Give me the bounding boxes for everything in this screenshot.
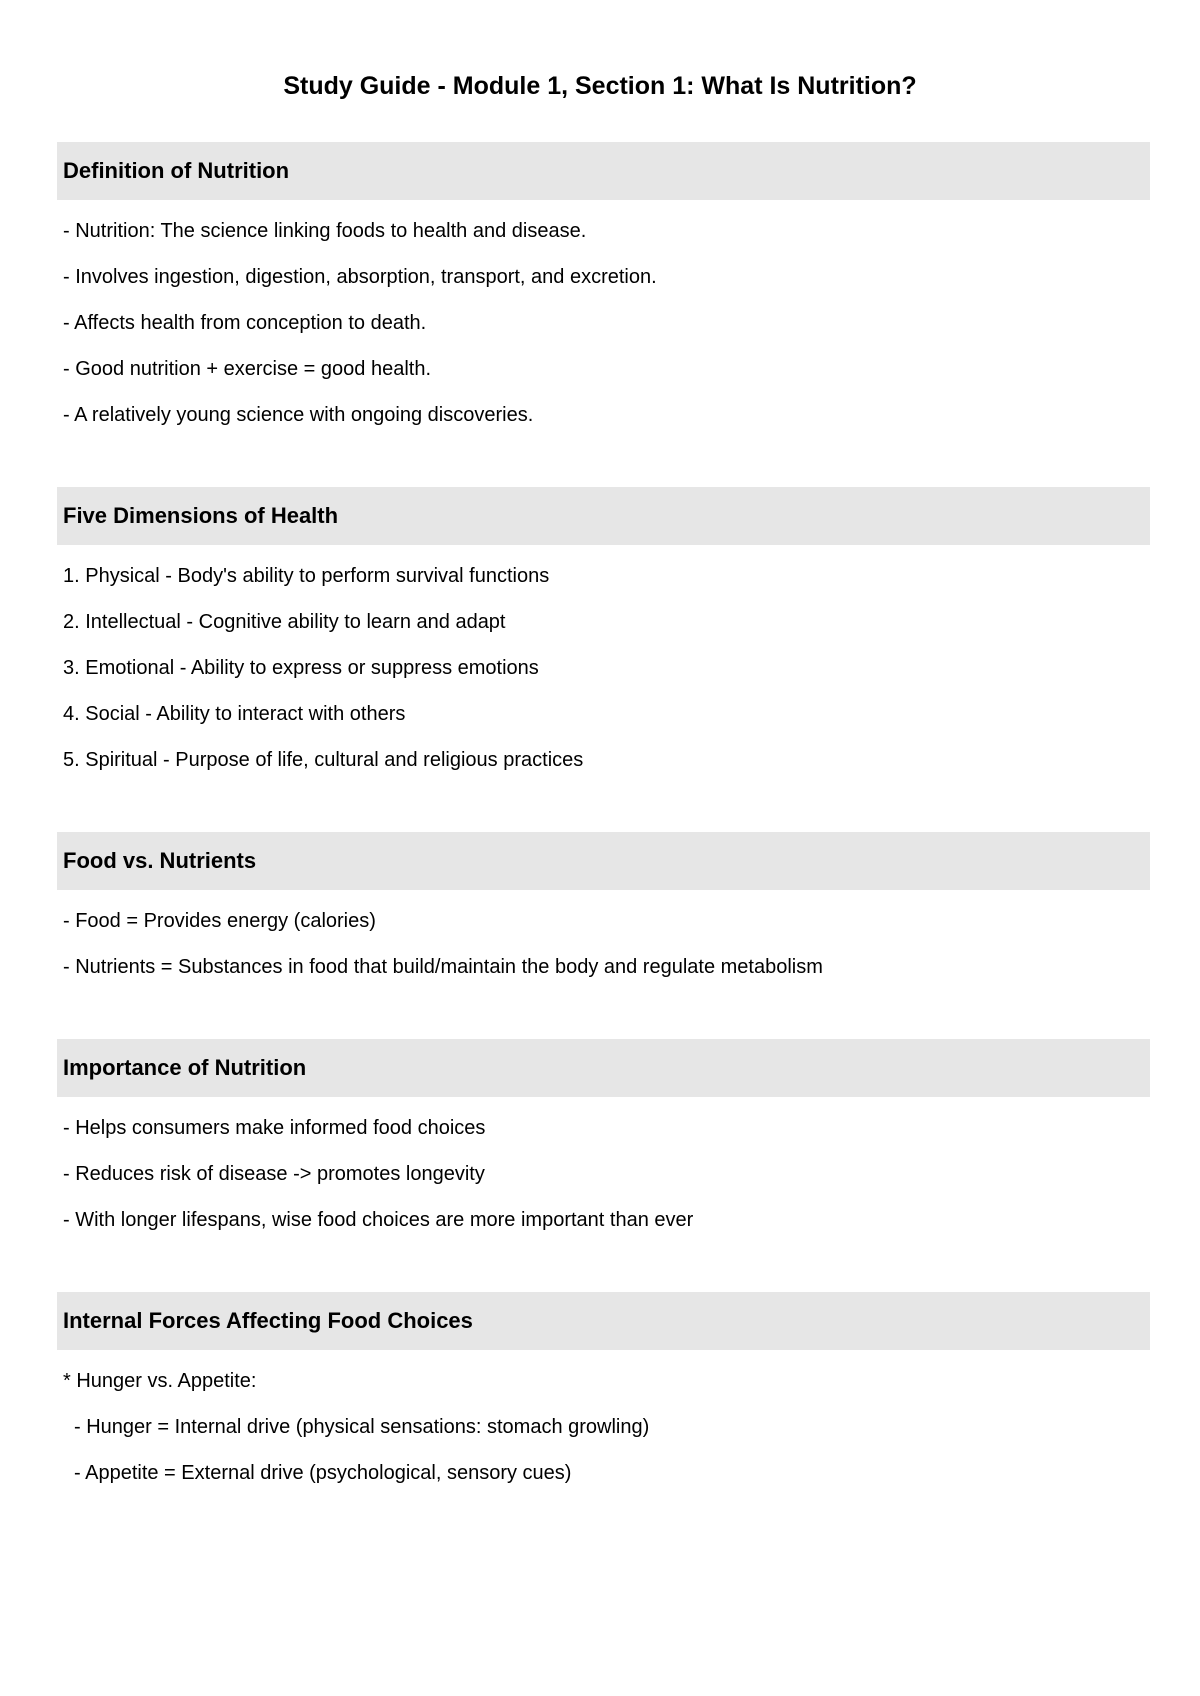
section-heading: Definition of Nutrition	[57, 142, 1150, 200]
section-heading: Five Dimensions of Health	[57, 487, 1150, 545]
list-item-indented: - Appetite = External drive (psychological, sensory cues)	[74, 1462, 572, 1484]
section-lines	[57, 561, 1150, 775]
section-five-dimensions-of-health	[57, 487, 1150, 775]
list-item: - Food = Provides energy (calories)	[63, 910, 376, 932]
section-heading: Importance of Nutrition	[57, 1039, 1150, 1097]
list-item: - Affects health from conception to death.	[63, 312, 427, 334]
list-item: - A relatively young science with ongoing discoveries.	[63, 404, 534, 426]
section-lines	[57, 1113, 1150, 1235]
section-food-vs-nutrients	[57, 832, 1150, 982]
section-internal-forces-affecting-food-choices	[57, 1292, 1150, 1488]
list-item: - Helps consumers make informed food choices	[63, 1117, 486, 1139]
list-item: - Nutrition: The science linking foods to health and disease.	[63, 220, 587, 242]
section-lines	[57, 906, 1150, 982]
list-item: 4. Social - Ability to interact with others	[63, 703, 406, 725]
section-heading: Food vs. Nutrients	[57, 832, 1150, 890]
list-item: 3. Emotional - Ability to express or suppress emotions	[63, 657, 539, 679]
list-item: - Involves ingestion, digestion, absorption, transport, and excretion.	[63, 266, 657, 288]
section-heading: Internal Forces Affecting Food Choices	[57, 1292, 1150, 1350]
page-title: Study Guide - Module 1, Section 1: What Is Nutrition?	[283, 72, 917, 100]
section-lines	[57, 216, 1150, 430]
section-lines	[57, 1366, 1150, 1488]
list-item: 1. Physical - Body's ability to perform survival functions	[63, 565, 550, 587]
list-item: - Reduces risk of disease -> promotes longevity	[63, 1163, 485, 1185]
list-item-indented: - Hunger = Internal drive (physical sensations: stomach growling)	[74, 1416, 650, 1438]
list-item: - Good nutrition + exercise = good health.	[63, 358, 432, 380]
list-item: * Hunger vs. Appetite:	[63, 1370, 257, 1392]
list-item: 2. Intellectual - Cognitive ability to learn and adapt	[63, 611, 506, 633]
section-importance-of-nutrition	[57, 1039, 1150, 1235]
list-item: - With longer lifespans, wise food choices are more important than ever	[63, 1209, 694, 1231]
list-item: - Nutrients = Substances in food that build/maintain the body and regulate metabolism	[63, 956, 823, 978]
section-definition-of-nutrition	[57, 142, 1150, 430]
list-item: 5. Spiritual - Purpose of life, cultural and religious practices	[63, 749, 584, 771]
